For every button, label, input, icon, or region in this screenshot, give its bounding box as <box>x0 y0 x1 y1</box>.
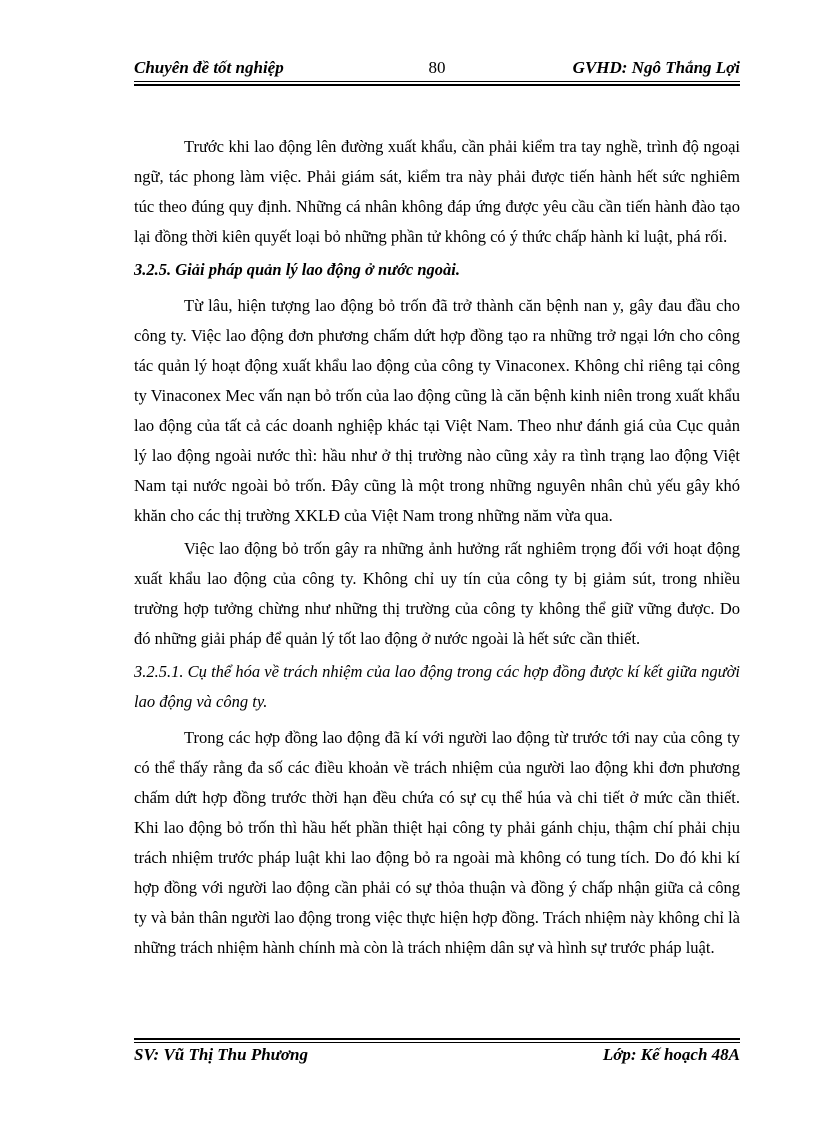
header-page-number: 80 <box>428 58 446 77</box>
header-thesis-title: Chuyên đề tốt nghiệp <box>134 58 284 77</box>
footer-student: SV: Vũ Thị Thu Phương <box>134 1045 308 1064</box>
subsection-heading-3-2-5-1: 3.2.5.1. Cụ thể hóa về trách nhiệm của lao động trong các hợp đồng được kí kết giữa người lao động và công ty. <box>134 662 740 711</box>
header-rule-thin <box>134 81 740 82</box>
page-footer <box>134 1045 740 1069</box>
paragraph-training-check: Trước khi lao động lên đường xuất khẩu, cần phải kiểm tra tay nghề, trình độ ngoại ngữ, tác phong làm việc. Phải giám sát, kiểm tra này phải được tiến hành hết sức nghiêm túc theo đúng quy định. Những cá nhân không đáp ứng được yêu cầu cần tiến hành đào tạo lại đồng thời kiên quyết loại bỏ những phần tử không có ý thức chấp hành kỉ luật, phá rối. <box>134 137 740 246</box>
footer-class: Lớp: Kế hoạch 48A <box>602 1045 740 1064</box>
header-rule-thick <box>134 84 740 86</box>
section-heading-3-2-5: 3.2.5. Giải pháp quản lý lao động ở nước ngoài. <box>134 260 461 279</box>
paragraph-runaway-problem: Từ lâu, hiện tượng lao động bỏ trốn đã trở thành căn bệnh nan y, gây đau đầu cho công ty. Việc lao động đơn phương chấm dứt hợp đồng tạo ra những trở ngại lớn cho công tác quản lý hoạt động xuất khẩu lao động của công ty Vinaconex. Không chỉ riêng tại công ty Vinaconex Mec vấn nạn bỏ trốn của lao động cũng là căn bệnh kinh niên trong xuất khẩu lao động của tất cả các doanh nghiệp khác tại Việt Nam. Theo như đánh giá của Cục quản lý lao động ngoài nước thì: hầu như ở thị trường nào cũng xảy ra tình trạng lao động Việt Nam tại nước ngoài bỏ trốn. Đây cũng là một trong những nguyên nhân chủ yếu gây khó khăn cho các thị trường XKLĐ của Việt Nam trong những năm vừa qua. <box>134 296 740 525</box>
paragraph-contract-responsibility: Trong các hợp đồng lao động đã kí với người lao động từ trước tới nay của công ty có thể thấy rằng đa số các điều khoản về trách nhiệm của người lao động khi đơn phương chấm dứt hợp đồng trước thời hạn đều chứa có sự cụ thể húa và chi tiết ở mức cần thiết. Khi lao động bỏ trốn thì hầu hết phần thiệt hại công ty phải gánh chịu, thậm chí phải chịu trách nhiệm trước pháp luật khi lao động bỏ ra ngoài mà không có tung tích. Do đó khi kí hợp đồng với người lao động cần phải có sự thỏa thuận và đồng ý chấp nhận giữa cả công ty và bản thân người lao động trong việc thực hiện hợp đồng. Trách nhiệm này không chỉ là những trách nhiệm hành chính mà còn là trách nhiệm dân sự và hình sự trước pháp luật. <box>134 728 740 957</box>
footer-rule-thin <box>134 1042 740 1043</box>
document-body <box>134 132 740 966</box>
page-header <box>134 56 740 82</box>
header-advisor: GVHD: Ngô Thắng Lợi <box>572 58 740 77</box>
paragraph-runaway-impact: Việc lao động bỏ trốn gây ra những ảnh hưởng rất nghiêm trọng đối với hoạt động xuất khẩu lao động của công ty. Không chỉ uy tín của công ty bị giảm sút, trong nhiều trường hợp tưởng chừng như những thị trường của công ty không thể giữ vững được. Do đó những giải pháp để quản lý tốt lao động ở nước ngoài là hết sức cần thiết. <box>134 539 740 648</box>
footer-rule-thick <box>134 1038 740 1040</box>
